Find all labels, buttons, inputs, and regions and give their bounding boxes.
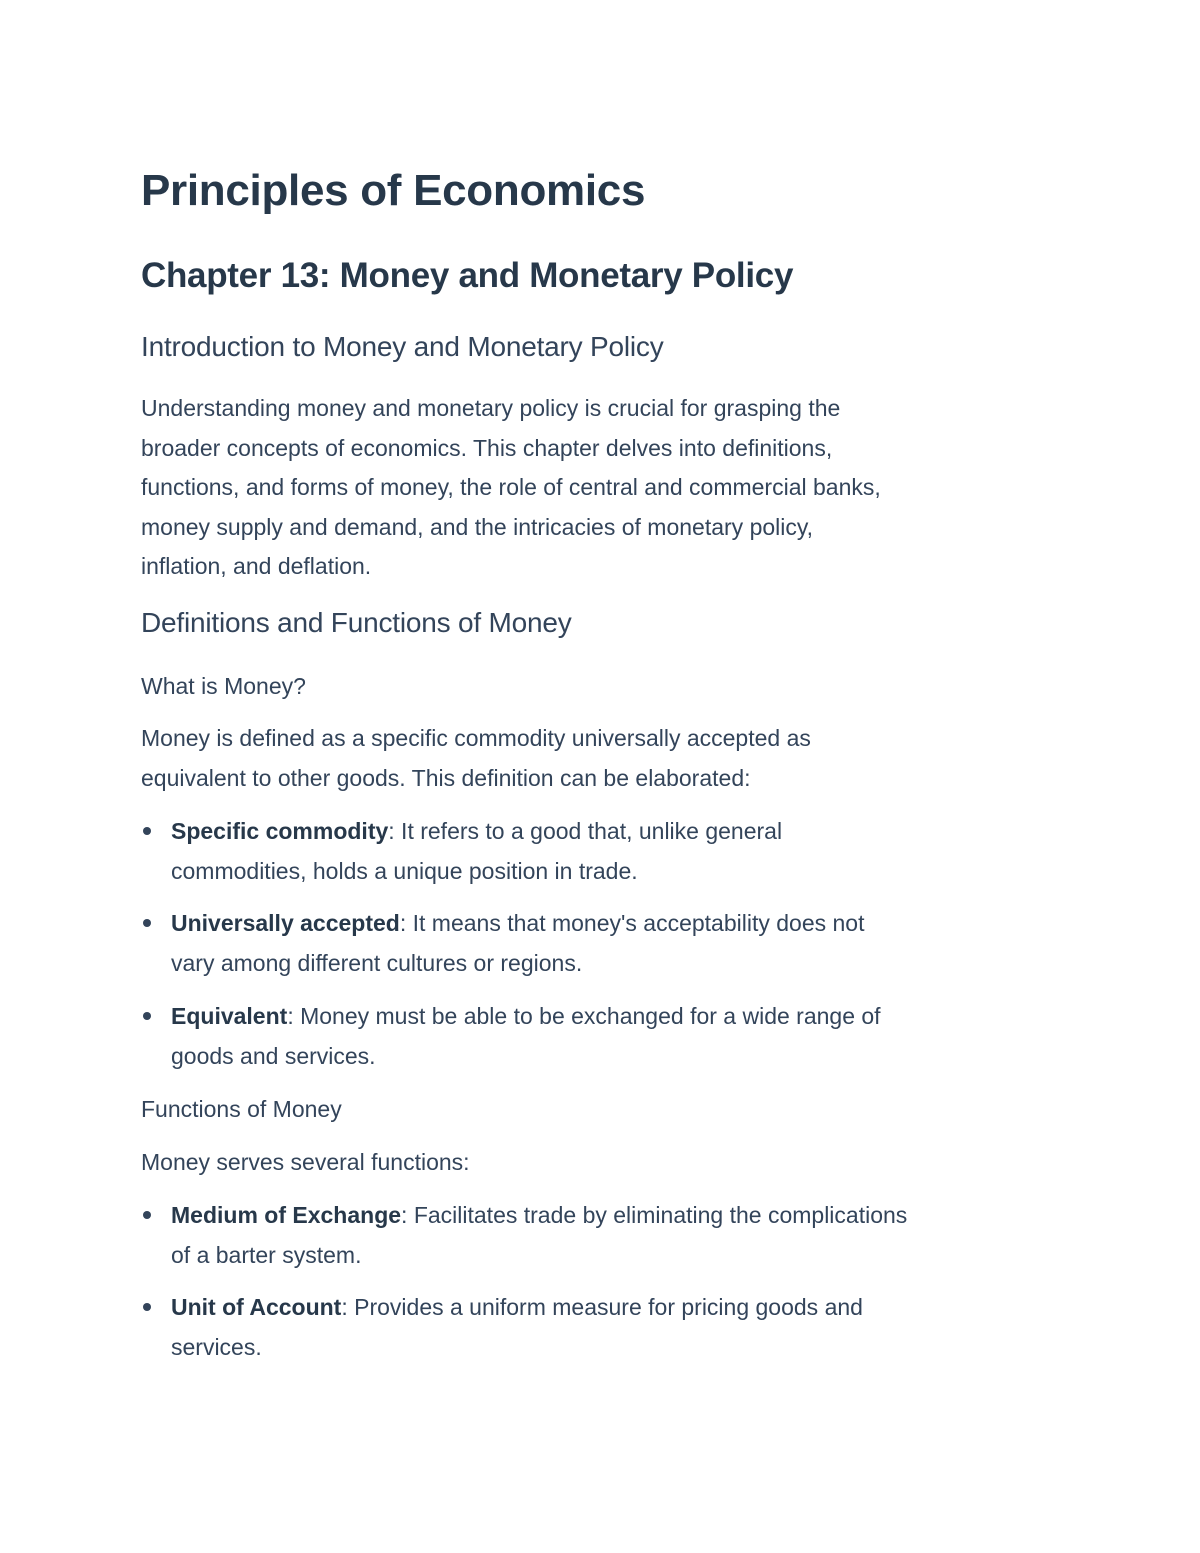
bullet-icon bbox=[143, 1211, 151, 1219]
functions-intro: Money serves several functions: bbox=[141, 1149, 470, 1175]
bullet-text: of a barter system. bbox=[171, 1241, 362, 1268]
bullet-text: : Facilitates trade by eliminating the complications bbox=[401, 1202, 908, 1228]
bullet-icon bbox=[143, 1303, 151, 1311]
document-title: Principles of Economics bbox=[141, 166, 646, 215]
intro-paragraph bbox=[141, 389, 881, 587]
paragraph-line: broader concepts of economics. This chapter delves into definitions, bbox=[141, 434, 833, 461]
bullet-term: Medium of Exchange bbox=[171, 1202, 402, 1228]
what-is-money-paragraph bbox=[141, 719, 811, 798]
bullet-term: Universally accepted bbox=[171, 910, 400, 936]
paragraph-line: Understanding money and monetary policy is crucial for grasping the bbox=[141, 395, 841, 421]
bullet-text: goods and services. bbox=[171, 1042, 376, 1069]
bullet-text: services. bbox=[171, 1333, 262, 1360]
bullet-text: : It refers to a good that, unlike general bbox=[388, 818, 783, 844]
paragraph-line: equivalent to other goods. This definition can be elaborated: bbox=[141, 764, 751, 791]
bullet-term: Unit of Account bbox=[171, 1294, 342, 1320]
intro-heading: Introduction to Money and Monetary Policy bbox=[141, 331, 664, 362]
bullet-icon bbox=[143, 919, 151, 927]
bullet-term: Specific commodity bbox=[171, 818, 389, 844]
definitions-heading: Definitions and Functions of Money bbox=[141, 607, 572, 638]
bullet-text: : Provides a uniform measure for pricing goods and bbox=[341, 1294, 863, 1320]
paragraph-line: functions, and forms of money, the role of central and commercial banks, bbox=[141, 474, 881, 500]
paragraph-line: Money is defined as a specific commodity universally accepted as bbox=[141, 725, 811, 751]
bullet-text: commodities, holds a unique position in trade. bbox=[171, 857, 638, 884]
bullet-icon bbox=[143, 827, 151, 835]
bullet-text: : Money must be able to be exchanged for a wide range of bbox=[287, 1003, 881, 1029]
paragraph-line: inflation, and deflation. bbox=[141, 553, 372, 579]
bullet-text: : It means that money's acceptability does not bbox=[399, 910, 865, 936]
functions-heading: Functions of Money bbox=[141, 1096, 342, 1122]
paragraph-line: money supply and demand, and the intricacies of monetary policy, bbox=[141, 513, 814, 540]
bullet-term: Equivalent bbox=[171, 1003, 288, 1029]
bullet-text: vary among different cultures or regions. bbox=[171, 949, 583, 976]
what-is-money-heading: What is Money? bbox=[141, 673, 306, 699]
bullet-icon bbox=[143, 1012, 151, 1020]
chapter-heading: Chapter 13: Money and Monetary Policy bbox=[141, 256, 794, 295]
